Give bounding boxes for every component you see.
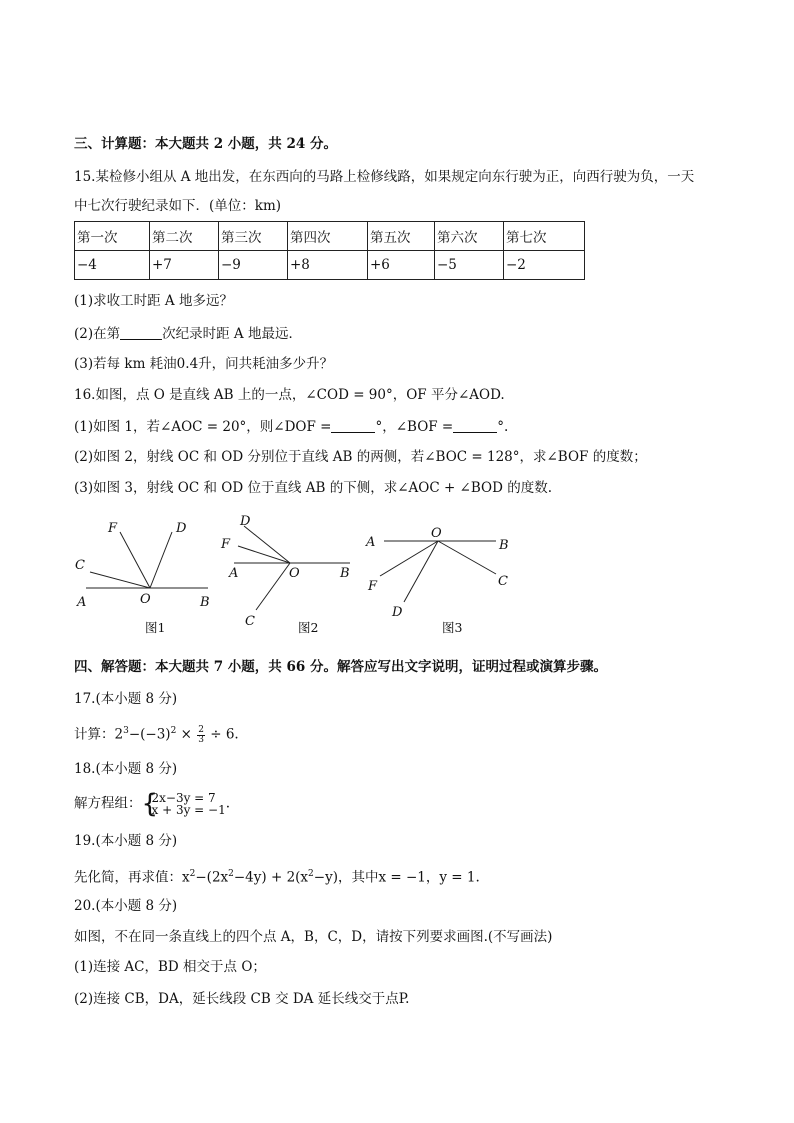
label-a: A — [366, 535, 376, 550]
q18-system: 解方程组： { 2x−3y = 7 x + 3y = −1 . — [74, 789, 231, 819]
q16-sub1: (1)如图 1，若∠AOC = 20°，则∠DOF = °，∠BOF = °. — [74, 419, 509, 435]
q15-sub3: (3)若每 km 耗油0.4升，问共耗油多少升？ — [74, 356, 334, 372]
table-header-cell: 第七次 — [504, 222, 585, 251]
table-header-cell: 第六次 — [435, 222, 504, 251]
label-c: C — [75, 558, 85, 573]
label-c: C — [245, 614, 255, 629]
q18-title: 18.(本小题 8 分) — [74, 761, 178, 777]
ray-oc — [256, 563, 290, 610]
label-b: B — [200, 595, 210, 610]
fraction: $\frac{2}{3}$ — [198, 724, 204, 745]
ray-of — [120, 532, 150, 588]
q17-expression: 计算：$2^3-(-3)^2$ × $\frac{2}{3}$ ÷ 6. — [74, 724, 239, 745]
label-o: O — [140, 592, 151, 607]
answer-blank[interactable] — [331, 418, 375, 433]
table-header-cell: 第四次 — [288, 222, 368, 251]
q17-title: 17.(本小题 8 分) — [74, 691, 178, 707]
table-header-cell: 第一次 — [75, 222, 150, 251]
label-d: D — [392, 605, 403, 620]
label-a: A — [229, 566, 239, 581]
label-o: O — [431, 526, 442, 541]
q15-sub2: (2)在第 次纪录时距 A 地最远． — [74, 326, 302, 342]
q20-line1: 如图，不在同一条直线上的四个点 A，B，C，D，请按下列要求画图.(不写画法) — [74, 929, 553, 945]
figure-2-caption: 图2 — [298, 620, 319, 635]
q15-records-table — [74, 221, 585, 280]
label-o: O — [289, 566, 300, 581]
ray-of — [380, 541, 438, 576]
brace-icon: { — [141, 789, 159, 819]
q19-title: 19.(本小题 8 分) — [74, 833, 178, 849]
label-b: B — [499, 538, 509, 553]
label-f: F — [368, 579, 378, 594]
ray-oc — [438, 541, 496, 574]
table-row — [75, 251, 585, 280]
ray-od — [150, 532, 172, 588]
table-cell: +7 — [150, 251, 219, 280]
ray-od — [404, 541, 438, 602]
table-cell: −5 — [435, 251, 504, 280]
figure-1-caption: 图1 — [145, 620, 166, 635]
answer-blank[interactable] — [120, 325, 162, 340]
table-cell: −9 — [219, 251, 288, 280]
answer-blank[interactable] — [453, 418, 497, 433]
label-c: C — [498, 574, 508, 589]
q16-sub2: (2)如图 2，射线 OC 和 OD 分别位于直线 AB 的两侧，若∠BOC = 128°，求∠BOF 的度数； — [74, 449, 647, 465]
ray-od — [244, 526, 290, 563]
table-header-cell: 第三次 — [219, 222, 288, 251]
ray-of — [238, 546, 290, 563]
ray-oc — [90, 572, 150, 588]
q20-sub2: (2)连接 CB，DA，延长线段 CB 交 DA 延长线交于点P. — [74, 991, 410, 1007]
table-cell: +8 — [288, 251, 368, 280]
figure-2 — [218, 510, 358, 640]
table-header-cell: 第二次 — [150, 222, 219, 251]
q16-sub3: (3)如图 3，射线 OC 和 OD 位于直线 AB 的下侧，求∠AOC + ∠BOD 的度数. — [74, 480, 553, 496]
q15-line1: 15.某检修小组从 A 地出发，在东西向的马路上检修线路，如果规定向东行驶为正，向西行驶为负，一天 — [74, 169, 695, 185]
label-d: D — [240, 514, 251, 529]
figure-3 — [362, 510, 522, 640]
label-d: D — [176, 521, 187, 536]
label-b: B — [340, 566, 350, 581]
table-cell: −4 — [75, 251, 150, 280]
q16-line1: 16.如图，点 O 是直线 AB 上的一点，∠COD = 90°，OF 平分∠AOD. — [74, 387, 505, 403]
q15-sub1: (1)求收工时距 A 地多远？ — [74, 293, 233, 309]
equation-system: { 2x−3y = 7 x + 3y = −1 — [141, 789, 226, 819]
figure-3-caption: 图3 — [442, 620, 463, 635]
section3-heading: 三、计算题：本大题共 2 小题，共 24 分。 — [74, 136, 337, 152]
q20-title: 20.(本小题 8 分) — [74, 898, 178, 914]
table-row — [75, 222, 585, 251]
q19-expression: 先化简，再求值：$x^2-(2x^2-4y) + 2(x^2-y)$，其中x = −1，y = 1. — [74, 869, 480, 886]
table-header-cell: 第五次 — [368, 222, 435, 251]
table-cell: −2 — [504, 251, 585, 280]
label-f: F — [221, 537, 231, 552]
section4-heading: 四、解答题：本大题共 7 小题，共 66 分。解答应写出文字说明，证明过程或演算步骤。 — [74, 659, 607, 675]
label-a: A — [77, 595, 87, 610]
q20-sub1: (1)连接 AC，BD 相交于点 O； — [74, 959, 266, 975]
figure-1 — [70, 510, 220, 640]
q15-line2: 中七次行驶纪录如下．(单位：km) — [74, 198, 282, 214]
table-cell: +6 — [368, 251, 435, 280]
label-f: F — [108, 521, 118, 536]
